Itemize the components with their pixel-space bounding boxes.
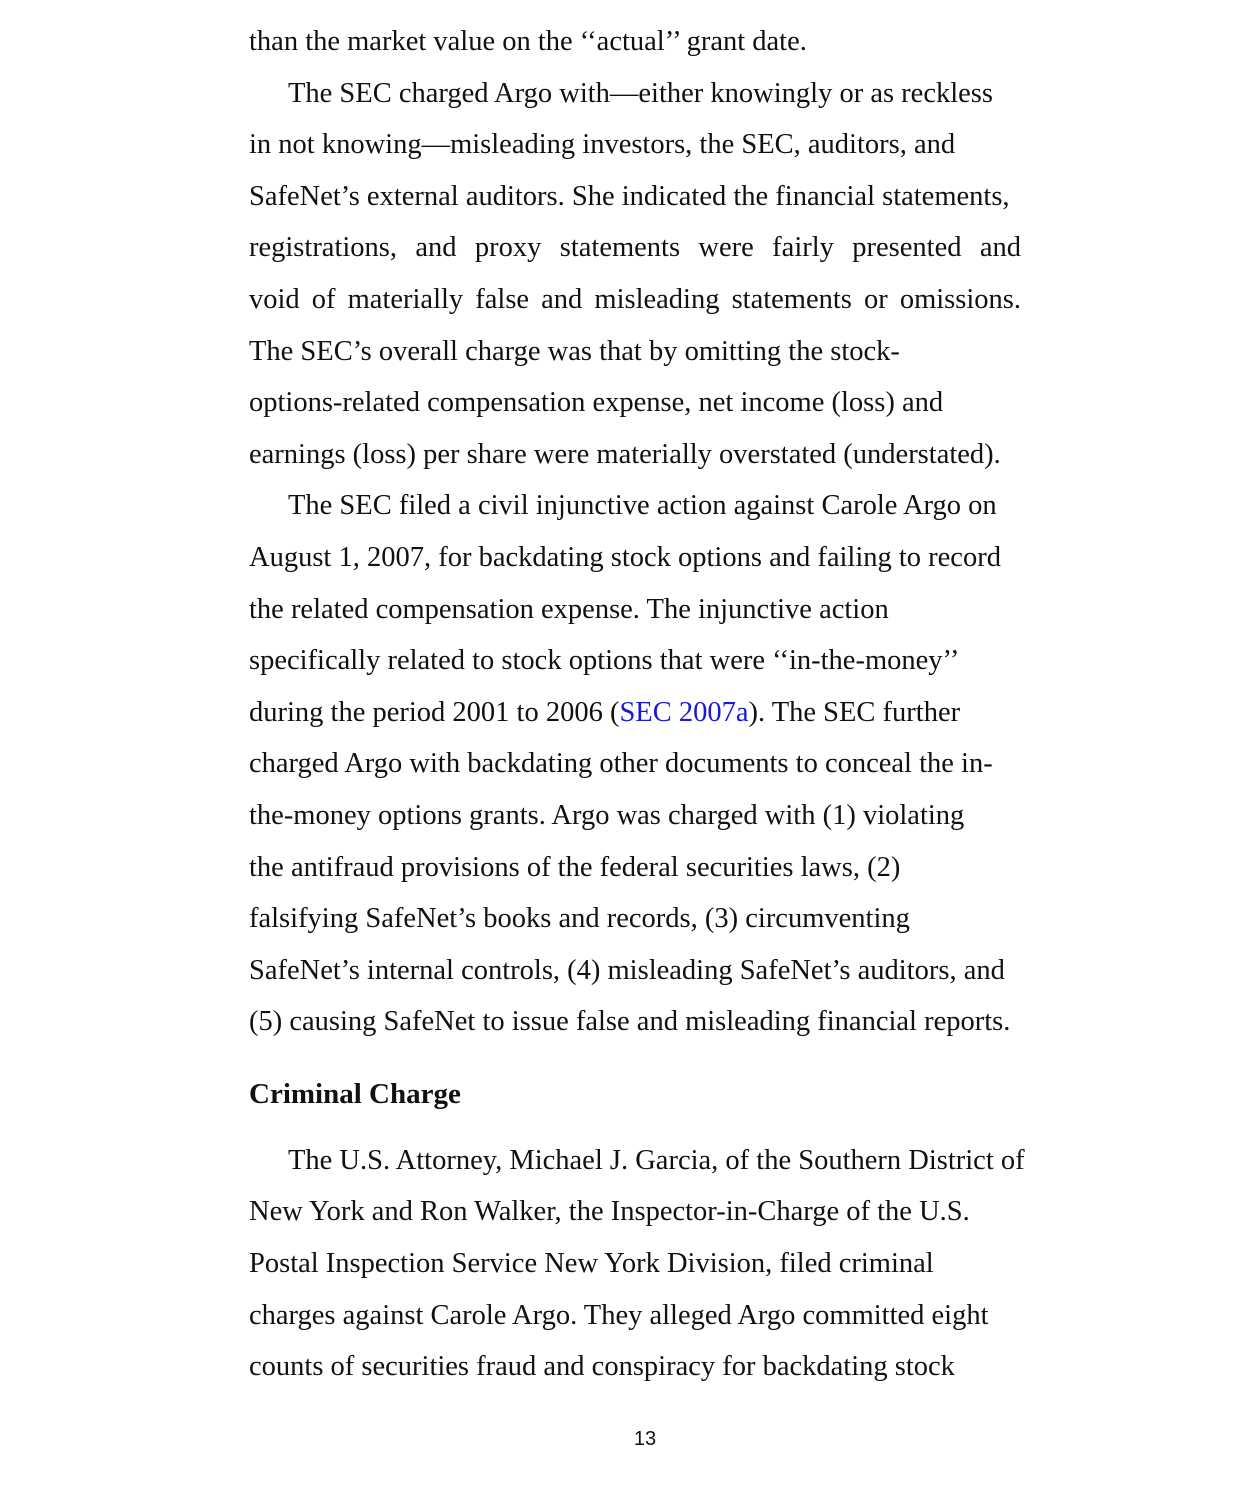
paragraph-line: The U.S. Attorney, Michael J. Garcia, of the Southern District of [288, 1144, 1025, 1176]
paragraph-line: charges against Carole Argo. They alleged Argo committed eight [249, 1299, 989, 1331]
paragraph-line: void of materially false and misleading statements or omissions. [249, 283, 1021, 315]
paragraph-line: SafeNet’s internal controls, (4) misleading SafeNet’s auditors, and [249, 954, 1005, 986]
paragraph-criminal [249, 1135, 1049, 1393]
paragraph-line: charged Argo with backdating other documents to conceal the in- [249, 748, 993, 780]
paragraph-line: in not knowing—misleading investors, the SEC, auditors, and [249, 129, 956, 161]
paragraph-line: The SEC charged Argo with—either knowingly or as reckless [288, 77, 993, 109]
paragraph-line: the-money options grants. Argo was charged with (1) violating [249, 799, 965, 831]
paragraph-carryover-line: than the market value on the ‘‘actual’’ grant date. [249, 26, 807, 57]
citation-prefix-text: during the period 2001 to 2006 ( [249, 696, 620, 728]
paragraph-line: counts of securities fraud and conspiracy for backdating stock [249, 1351, 955, 1383]
paragraph-line: New York and Ron Walker, the Inspector-in-Charge of the U.S. [249, 1196, 970, 1228]
paragraph-line: registrations, and proxy statements were fairly presented and [249, 232, 1021, 264]
citation-suffix-text: ). The SEC further [748, 696, 961, 728]
paragraph-line-with-citation [249, 687, 1049, 739]
paragraph-line: August 1, 2007, for backdating stock options and failing to record [249, 541, 1001, 573]
paragraph-sec-charge [249, 68, 1049, 481]
paragraph-line: The SEC’s overall charge was that by omitting the stock- [249, 335, 900, 367]
paragraph-line: falsifying SafeNet’s books and records, (3) circumventing [249, 903, 910, 935]
paragraph-line: earnings (loss) per share were materially overstated (understated). [249, 438, 1001, 470]
paragraph-line: Postal Inspection Service New York Division, filed criminal [249, 1248, 934, 1280]
paragraph-line: the related compensation expense. The injunctive action [249, 593, 889, 625]
page-number: 13 [633, 1428, 657, 1450]
paragraph-line: SafeNet’s external auditors. She indicated the financial statements, [249, 180, 1010, 212]
paragraph-line: (5) causing SafeNet to issue false and misleading financial reports. [249, 1006, 1011, 1038]
body-text [249, 16, 1049, 1393]
paragraph-line: specifically related to stock options that were ‘‘in-the-money’’ [249, 645, 960, 677]
paragraph-line: options-related compensation expense, net income (loss) and [249, 387, 944, 419]
citation-link[interactable]: SEC 2007a [619, 696, 749, 728]
paragraph-injunctive [249, 480, 1049, 1048]
paragraph-line: the antifraud provisions of the federal securities laws, (2) [249, 851, 901, 883]
section-heading: Criminal Charge [249, 1077, 461, 1110]
paragraph-line: The SEC filed a civil injunctive action against Carole Argo on [288, 490, 997, 522]
